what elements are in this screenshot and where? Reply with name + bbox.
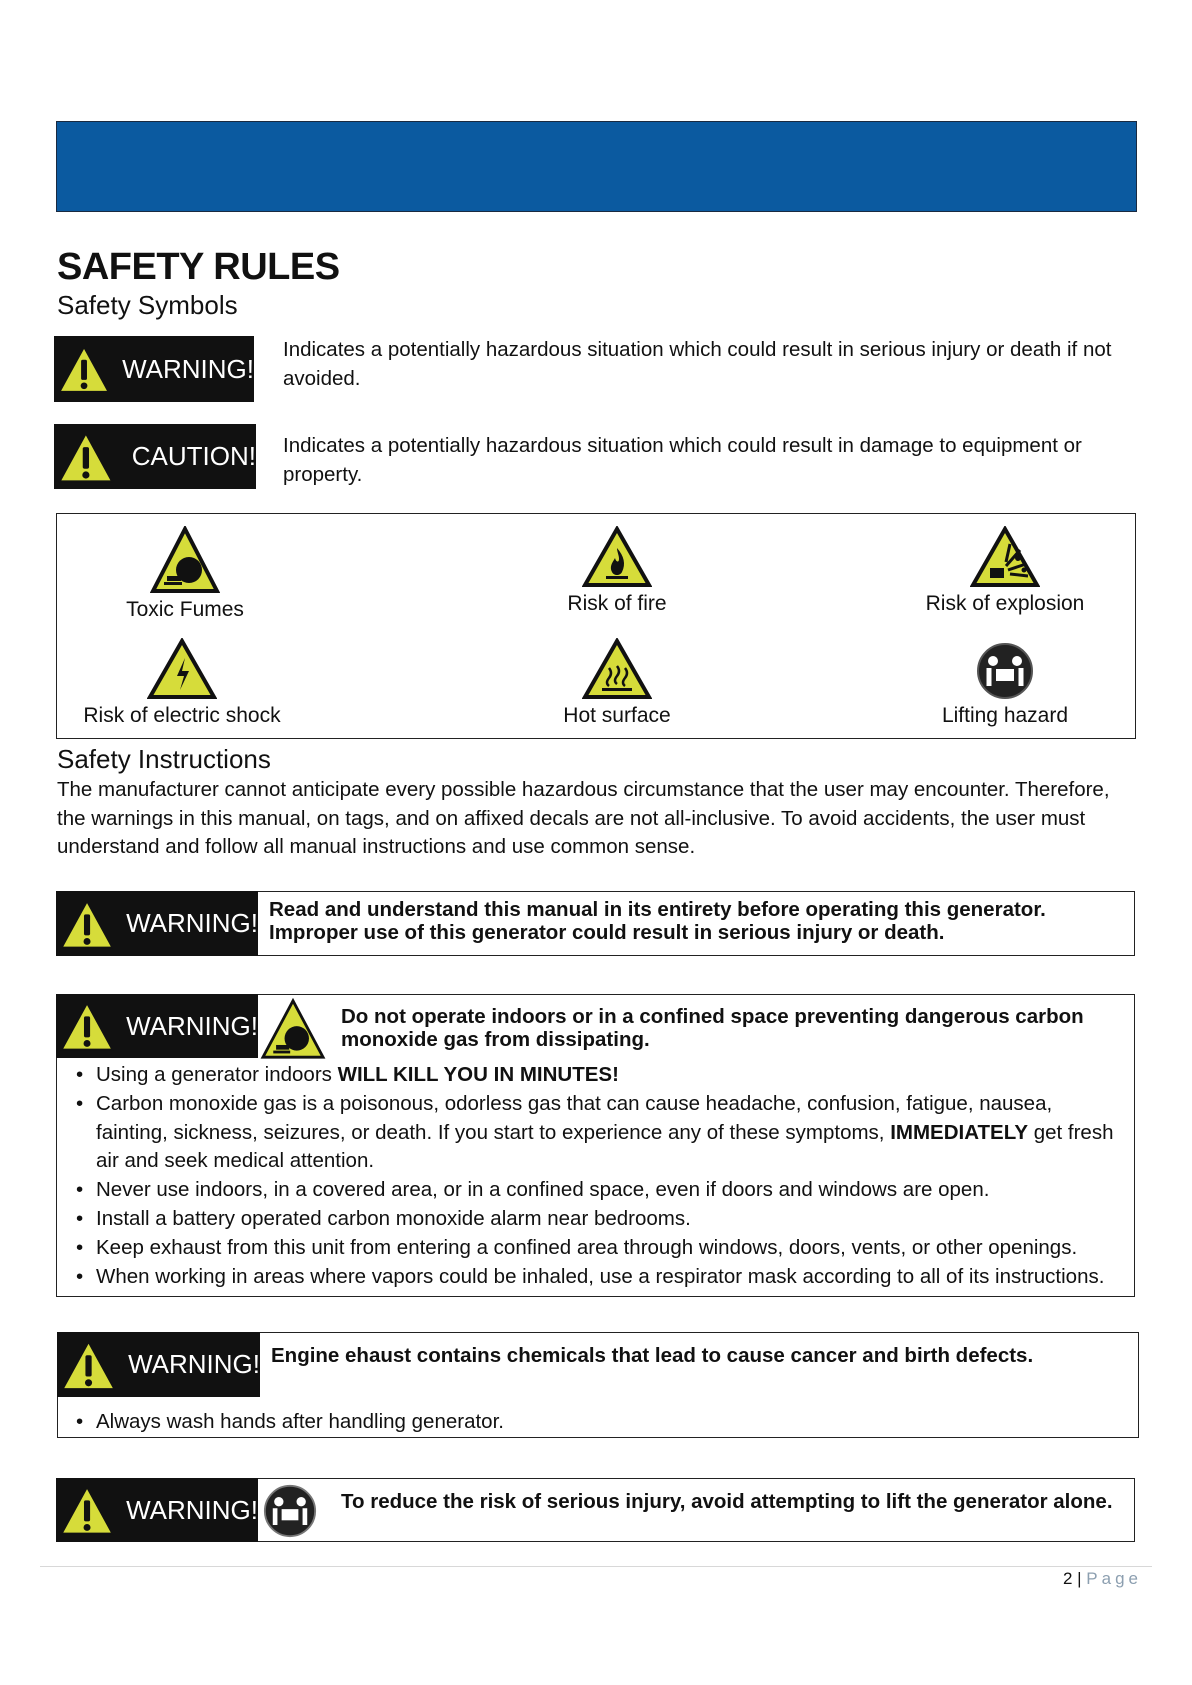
hot-surface-icon [582, 638, 652, 700]
list-item: • Never use indoors, in a covered area, or in a confined space, even if doors and windows are open. [57, 1176, 1129, 1205]
page-title: SAFETY RULES [57, 246, 340, 288]
warning-label: WARNING! [126, 1494, 258, 1525]
caution-triangle-icon [58, 428, 114, 486]
caution-badge [54, 424, 256, 489]
electric-shock-icon [147, 638, 217, 700]
warning-label: WARNING! [126, 908, 258, 938]
header-banner [56, 121, 1137, 212]
warning-triangle-icon [60, 997, 114, 1055]
list-item: • When working in areas where vapors could be inhaled, use a respirator mask according to all of its instructions. [57, 1263, 1129, 1292]
warning-badge [54, 336, 254, 402]
symbol-label: Lifting hazard [941, 704, 1069, 727]
list-item: • Keep exhaust from this unit from entering a confined area through windows, doors, vents, or other openings. [57, 1234, 1129, 1263]
symbol-label: Toxic Fumes [126, 598, 244, 621]
warning-indoors-text: Do not operate indoors or in a confined space preventing dangerous carbon monoxide gas from dissipating. [341, 1005, 1084, 1051]
toxic-fumes-icon [150, 526, 220, 594]
symbol-risk-of-fire [527, 526, 707, 616]
page-number: 2 | Page [1062, 1569, 1142, 1588]
warning-manual-text: Read and understand this manual in its entirety before operating this generator. Improper use of this generator could result in serious injury or death. [269, 898, 1046, 944]
symbol-label: Risk of explosion [925, 592, 1085, 615]
list-item: • Always wash hands after handling generator. [57, 1408, 1129, 1437]
toxic-fumes-icon [260, 998, 326, 1060]
symbol-electric-shock [72, 638, 292, 728]
warning-exhaust-text: Engine ehaust contains chemicals that lead to cause cancer and birth defects. [271, 1344, 1034, 1367]
lifting-hazard-icon [263, 1484, 317, 1538]
warning-lifting-text: To reduce the risk of serious injury, avoid attempting to lift the generator alone. [341, 1490, 1113, 1513]
symbol-toxic-fumes [95, 526, 275, 622]
symbols-heading: Safety Symbols [57, 290, 238, 320]
lifting-hazard-icon [976, 642, 1034, 700]
symbol-risk-of-explosion [915, 526, 1095, 616]
warning-label: WARNING! [126, 1010, 258, 1041]
warning-triangle-icon [58, 340, 110, 398]
list-item: • Using a generator indoors WILL KILL YOU IN MINUTES! [57, 1061, 1129, 1090]
symbol-label: Risk of fire [567, 592, 667, 615]
symbol-label: Hot surface [563, 704, 671, 727]
symbol-hot-surface [527, 638, 707, 728]
indoors-bullet-list [57, 1061, 1129, 1291]
symbol-lifting-hazard [915, 642, 1095, 728]
warning-badge [56, 1478, 258, 1542]
caution-description: Indicates a potentially hazardous situation which could result in damage to equipment or property. [283, 434, 1082, 486]
warning-triangle-icon [60, 895, 114, 953]
warning-label: WARNING! [128, 1349, 260, 1379]
warning-description: Indicates a potentially hazardous situation which could result in serious injury or death if not avoided. [283, 338, 1112, 390]
explosion-icon [970, 526, 1040, 588]
symbol-label: Risk of electric shock [83, 704, 281, 727]
list-item: • Carbon monoxide gas is a poisonous, odorless gas that can cause headache, confusion, fatigue, nausea, fainting, sickness, seizures, or death. If you start to experience any of these symptoms, IMMEDIATELY get fresh air and seek medical attention. [57, 1090, 1129, 1176]
warning-triangle-icon [60, 1481, 114, 1539]
footer-divider [40, 1566, 1152, 1567]
warning-badge [56, 891, 258, 956]
fire-icon [582, 526, 652, 588]
warning-triangle-icon [61, 1336, 116, 1394]
warning-badge [56, 994, 258, 1058]
list-item: • Install a battery operated carbon monoxide alarm near bedrooms. [57, 1205, 1129, 1234]
warning-badge [57, 1332, 260, 1397]
caution-label: CAUTION! [131, 441, 256, 471]
warning-label: WARNING! [122, 353, 254, 384]
exhaust-bullet-list [57, 1408, 1129, 1437]
instructions-heading: Safety Instructions [57, 744, 271, 774]
instructions-paragraph: The manufacturer cannot anticipate every possible hazardous circumstance that the user may encounter. Therefore, the warnings in this manual, on tags, and on affixed decals are not all-inclusive. To avoid accidents, the user must understand and follow all manual instructions and use common sense. [57, 778, 1110, 858]
